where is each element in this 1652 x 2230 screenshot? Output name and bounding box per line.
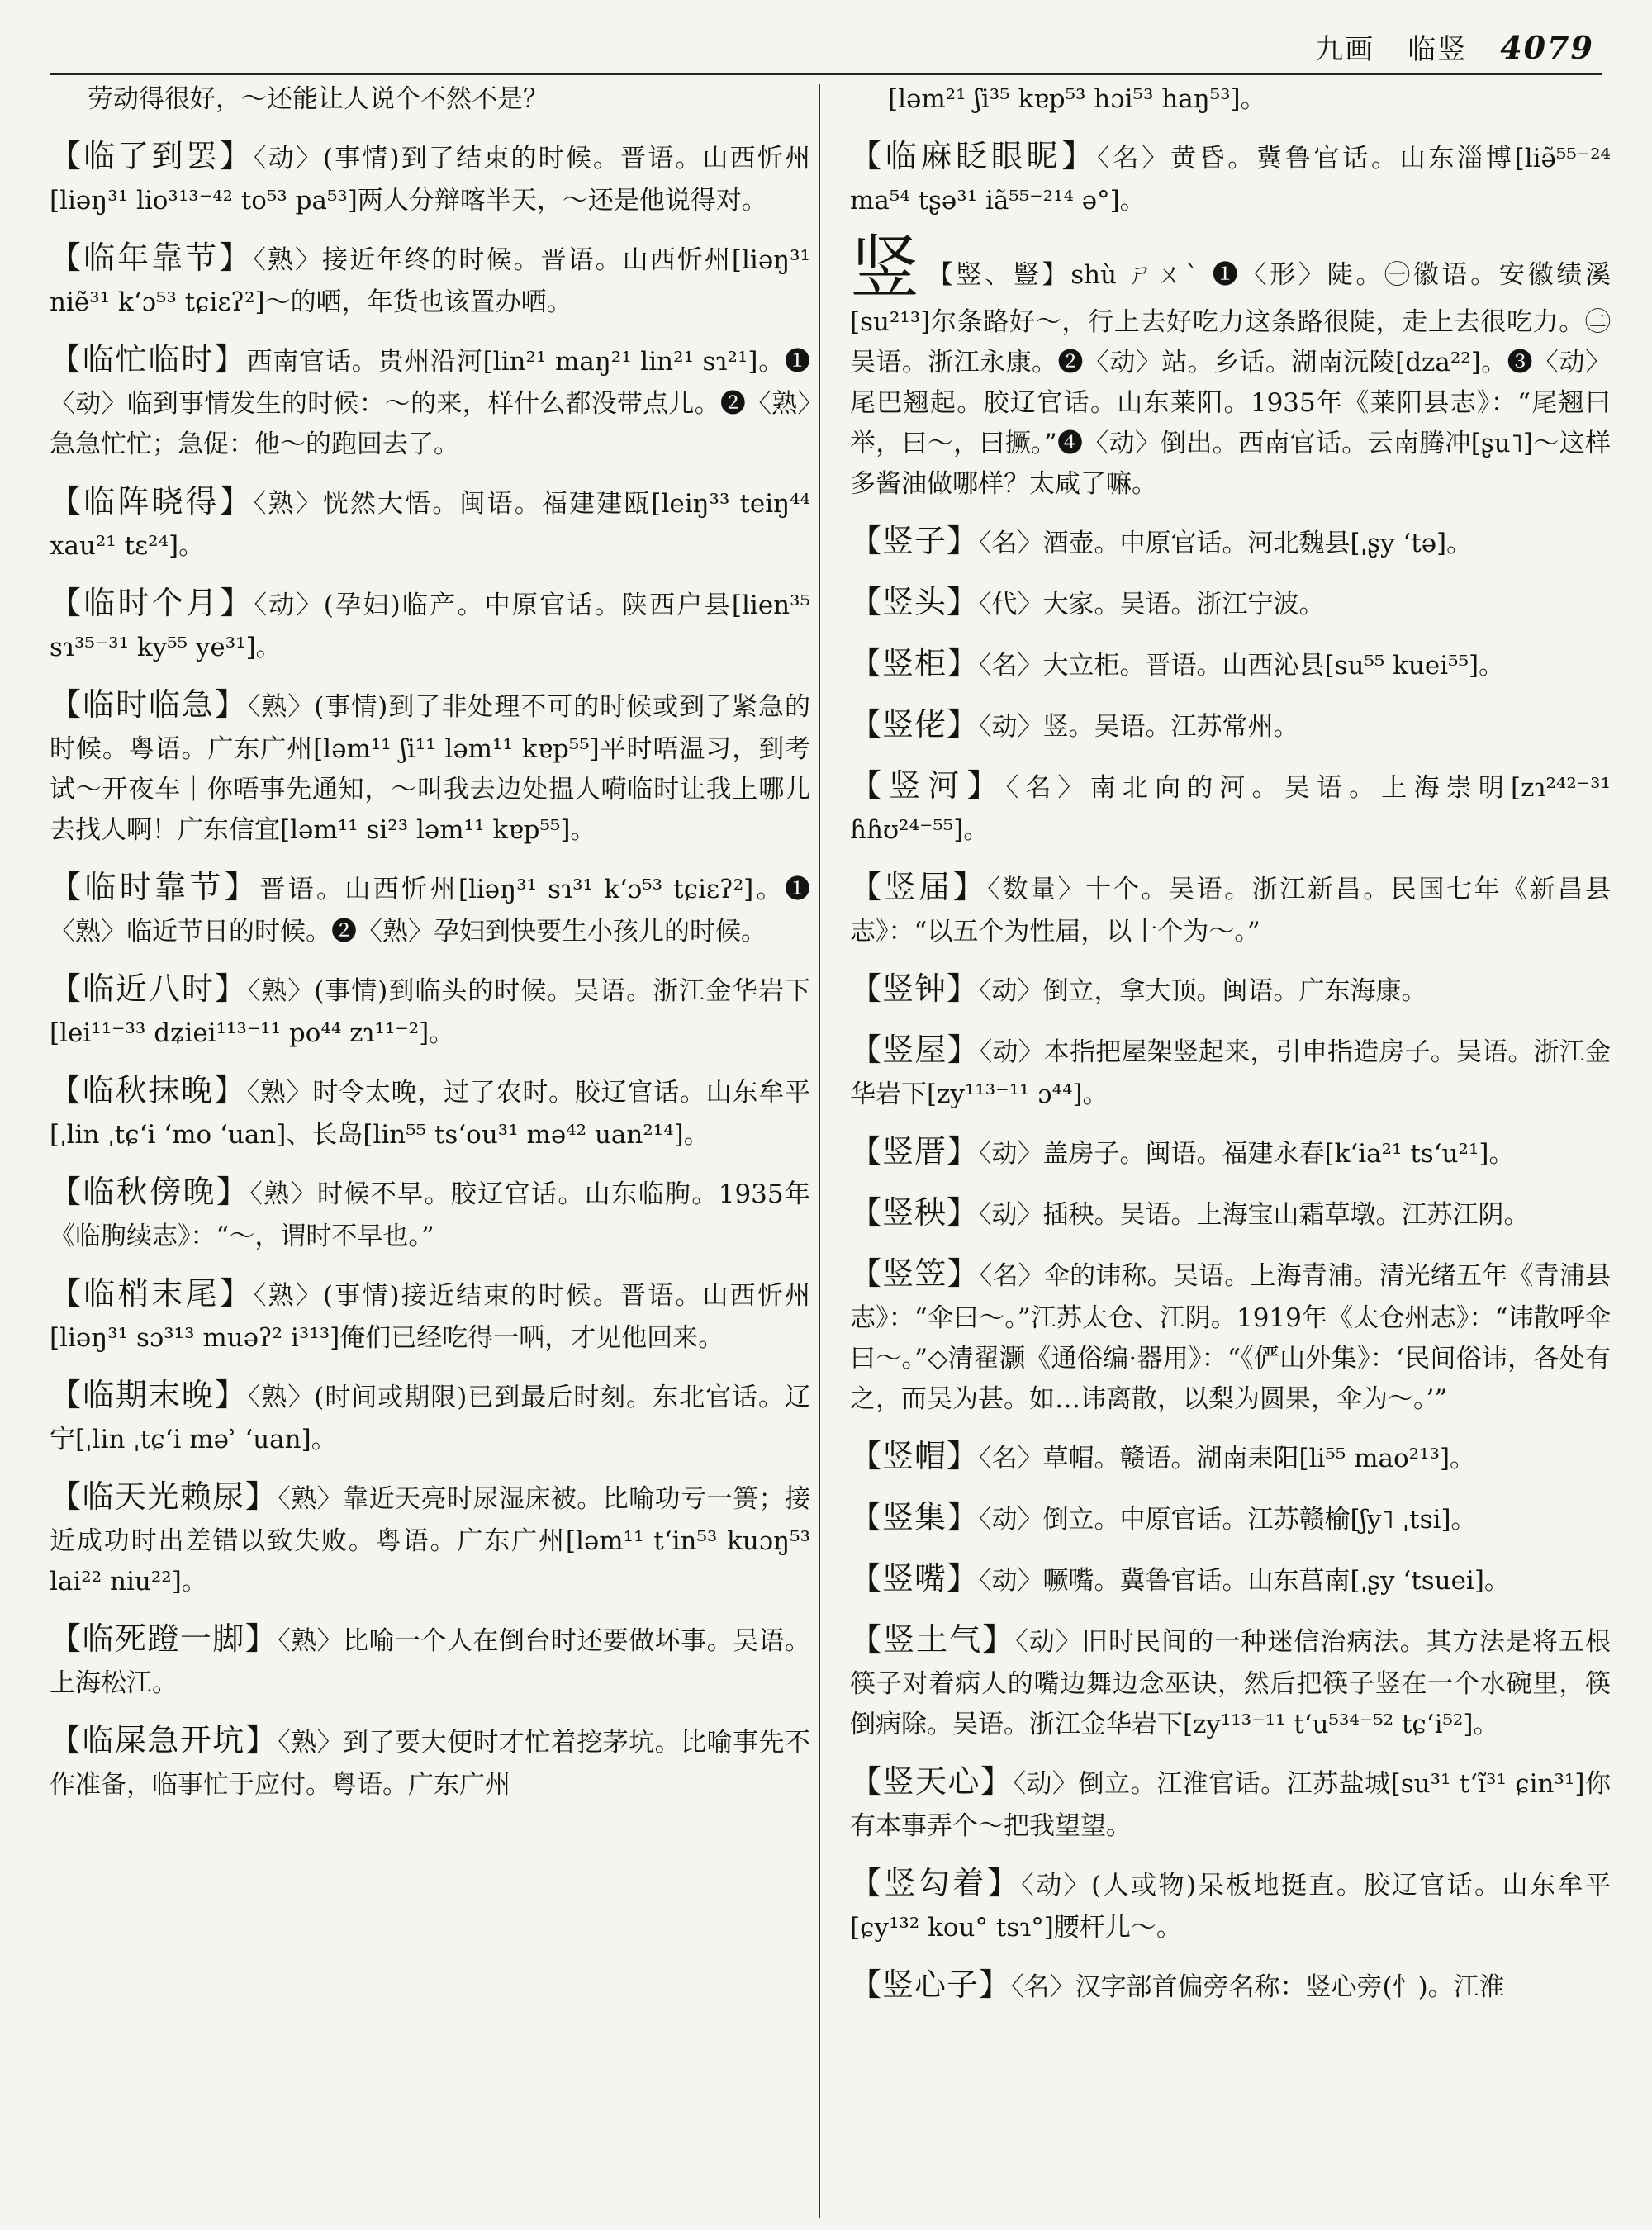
dictionary-entry: [50, 578, 810, 668]
continuation-text: 劳动得很好，～还能让人说个不然不是？: [88, 84, 548, 114]
dictionary-entry: [850, 700, 1611, 749]
entry-headword: 【临忙临时】: [50, 340, 247, 377]
dictionary-entry: [50, 862, 810, 952]
dictionary-entry: [50, 680, 810, 851]
entry-headword: 【临了到罢】: [50, 137, 254, 174]
entry-definition: 〈熟〉比喻一个人在倒台时还要做坏事。吴语。上海松江。: [50, 1625, 810, 1698]
entry-headword: 【临秋傍晚】: [50, 1173, 250, 1210]
page-header: [50, 23, 1602, 75]
left-column: [50, 79, 810, 2218]
right-column: [828, 79, 1611, 2218]
entry-definition: 〈动〉插秧。吴语。上海宝山霜草墩。江苏江阴。: [979, 1200, 1530, 1230]
entry-definition: 〈名〉酒壶。中原官话。河北魏县[ˌʂy ʻtə]。: [979, 528, 1473, 558]
entry-definition: 〈熟〉到了要大便时才忙着挖茅坑。比喻事先不作准备，临事忙于应付。粤语。广东广州: [50, 1727, 810, 1800]
dictionary-entry: [50, 964, 810, 1054]
dictionary-entry: [850, 1492, 1611, 1542]
dictionary-entry: [850, 1554, 1611, 1603]
dictionary-entry: [50, 1269, 810, 1359]
dictionary-entry: [850, 131, 1611, 221]
dictionary-entry: [50, 334, 810, 465]
entry-headword: 【竖头】: [849, 583, 979, 620]
dictionary-entry: [50, 1472, 810, 1602]
dictionary-entry: [850, 577, 1611, 627]
header-inner: [1315, 26, 1594, 67]
page-number: 4079: [1500, 29, 1594, 66]
entry-headword: 【竖嘴】: [849, 1560, 979, 1597]
dictionary-entry: [850, 1757, 1611, 1847]
entry-definition: 【竪、豎】shù ㄕㄨˋ ❶〈形〉陡。㊀徽语。安徽绩溪[su²¹³]尔条路好～，行上去好吃力这条路很陡，走上去很吃力。㊁吴语。浙江永康。❷〈动〉站。乡话。湖南沅陵[dza²²]。❸〈动〉尾巴翘起。胶辽官话。山东莱阳。1935年《莱阳县志》：“尾翘曰举，曰～，曰撅。”❹〈动〉倒出。西南官话。云南腾冲[ʂu˥]～这样多酱油做哪样？太咸了嘛。: [849, 259, 1611, 499]
entry-headword: 【竖届】: [849, 868, 988, 905]
entry-headword: 【竖河】: [849, 766, 1006, 804]
entry-definition: 晋语。山西忻州[liəŋ³¹ sɿ³¹ kʻɔ⁵³ tɕiɛʔ²]。❶〈熟〉临近节日的时候。❷〈熟〉孕妇到快要生小孩儿的时候。: [50, 874, 810, 947]
entry-headword: 【竖厝】: [849, 1132, 979, 1170]
section-label: 九画: [1315, 33, 1375, 66]
entry-headword: 【竖帽】: [849, 1437, 979, 1474]
entry-headword: 【竖土气】: [849, 1621, 1016, 1658]
dictionary-entry: [50, 131, 810, 221]
entry-definition: 〈名〉黄昏。冀鲁官话。山东淄博[liə̃⁵⁵⁻²⁴ ma⁵⁴ tʂə³¹ iã⁵⁵⁻²¹⁴ ə°]。: [849, 143, 1611, 216]
dictionary-entry: [50, 1370, 810, 1460]
dictionary-entry: [850, 1025, 1611, 1115]
dictionary-entry: [50, 1715, 810, 1805]
column-divider: [819, 84, 820, 2218]
entry-definition: 〈动〉竖。吴语。江苏常州。: [979, 711, 1299, 742]
entry-definition: 西南官话。贵州沿河[lin²¹ maŋ²¹ lin²¹ sɿ²¹]。❶〈动〉临到事情发生的时候：～的来，样什么都没带点儿。❷〈熟〉急急忙忙；急促：他～的跑回去了。: [50, 346, 810, 459]
entry-headword: 【临秋抹晚】: [50, 1071, 247, 1108]
dictionary-entry: [850, 1188, 1611, 1237]
entry-definition: 〈动〉倒立。江淮官话。江苏盐城[su³¹ tʻĩ³¹ ɕin³¹]你有本事弄个～把我望望。: [849, 1769, 1611, 1842]
entry-definition: 〈熟〉靠近天亮时尿湿床被。比喻功亏一篑；接近成功时出差错以致失败。粤语。广东广州[ləm¹¹ tʻin⁵³ kuɔŋ⁵³ lai²² niu²²]。: [50, 1483, 810, 1597]
entry-definition: 〈动〉本指把屋架竖起来，引申指造房子。吴语。浙江金华岩下[zy¹¹³⁻¹¹ ɔ⁴⁴]。: [849, 1037, 1611, 1109]
dictionary-columns: [50, 79, 1611, 2218]
dictionary-entry: [850, 761, 1611, 851]
entry-definition: 〈代〉大家。吴语。浙江宁波。: [979, 589, 1325, 619]
index-characters: 临竖: [1408, 33, 1468, 66]
entry-definition: 〈动〉旧时民间的一种迷信治病法。其方法是将五根筷子对着病人的嘴边舞边念巫诀，然后把筷子竖在一个水碗里，筷倒病除。吴语。浙江金华岩下[zy¹¹³⁻¹¹ tʻu⁵³⁴⁻⁵² tɕʻi⁵²]。: [849, 1627, 1611, 1740]
entry-headword: 【竖钟】: [849, 970, 979, 1007]
entry-headword: 【竖子】: [849, 522, 979, 559]
continuation-text: [ləm²¹ ʃi³⁵ kɐp⁵³ hɔi⁵³ haŋ⁵³]。: [887, 84, 1266, 114]
entry-headword: 【竖心子】: [849, 1967, 1011, 2004]
character-entry: [849, 226, 1611, 505]
dictionary-entry: [50, 233, 810, 323]
entry-headword: 【临时靠节】: [50, 868, 260, 905]
entry-definition: 〈动〉盖房子。闽语。福建永春[kʻia²¹ tsʻu²¹]。: [979, 1138, 1515, 1169]
entry-definition: 〈熟〉(事情)到了非处理不可的时候或到了紧急的时候。粤语。广东广州[ləm¹¹ ʃi¹¹ ləm¹¹ kɐp⁵⁵]平时唔温习，到考试～开夜车｜你唔事先通知，～叫我去边处揾人嗬临时让我上哪儿去找人啊！广东信宜[ləm¹¹ si²³ ləm¹¹ kɐp⁵⁵]。: [50, 691, 810, 845]
entry-definition: 〈熟〉(事情)接近结束的时候。晋语。山西忻州[liəŋ³¹ sɔ³¹³ muəʔ² i³¹³]俺们已经吃得一哂，才见他回来。: [50, 1280, 810, 1353]
entry-definition: 〈熟〉(事情)到临头的时候。吴语。浙江金华岩下[lei¹¹⁻³³ dʑiei¹¹³⁻¹¹ po⁴⁴ zɿ¹¹⁻²]。: [50, 975, 810, 1048]
entry-definition: 〈名〉汉字部首偏旁名称：竖心旁(忄)。江淮: [1011, 1972, 1505, 2003]
dictionary-entry: [50, 1167, 810, 1257]
entry-definition: 〈名〉大立柜。晋语。山西沁县[su⁵⁵ kuei⁵⁵]。: [979, 650, 1505, 681]
dictionary-entry: [850, 516, 1611, 566]
entry-definition: 〈动〉倒立。中原官话。江苏赣榆[ʃy˥ ˌtsi]。: [979, 1505, 1477, 1535]
entry-headword: 【竖天心】: [849, 1763, 1014, 1801]
dictionary-entry: [850, 1431, 1611, 1481]
dictionary-entry: [850, 1960, 1611, 2009]
entry-headword: 【临时个月】: [50, 584, 254, 621]
entry-headword: 【临近八时】: [50, 970, 248, 1007]
entry-headword: 【临麻眨眼昵】: [849, 137, 1098, 174]
dictionary-entry: [850, 1858, 1611, 1948]
entry-definition: 〈熟〉时候不早。胶辽官话。山东临朐。1935年《临朐续志》：“～，谓时不早也。”: [50, 1179, 810, 1251]
dictionary-entry: [850, 964, 1611, 1013]
entry-headword: 【临屎急开坑】: [50, 1721, 278, 1758]
entry-definition: 〈熟〉恍然大悟。闽语。福建建瓯[leiŋ³³ teiŋ⁴⁴ xau²¹ tɛ²⁴]。: [50, 488, 810, 561]
dictionary-entry: [850, 862, 1611, 952]
dictionary-entry: [850, 1249, 1611, 1420]
entry-headword: 【临天光赖尿】: [50, 1478, 278, 1515]
entry-headword: 【临梢末尾】: [50, 1274, 254, 1312]
entry-definition: 〈数量〉十个。吴语。浙江新昌。民国七年《新昌县志》：“以五个为性届，以十个为～。”: [849, 874, 1611, 947]
entry-definition: 〈名〉南北向的河。吴语。上海崇明[zɿ²⁴²⁻³¹ ɦɦʊ²⁴⁻⁵⁵]。: [849, 772, 1611, 845]
entry-definition: 〈动〉(人或物)呆板地挺直。胶辽官话。山东牟平[ɕy¹³² kou° tsɿ°]腰杆儿～。: [849, 1871, 1611, 1943]
left-entry-list: [50, 131, 810, 1805]
entry-headword: 【竖佬】: [849, 705, 979, 743]
dictionary-entry: [50, 477, 810, 567]
entry-headword: 【竖集】: [849, 1499, 979, 1535]
entry-headword: 【临阵晓得】: [50, 482, 254, 520]
entry-definition: 〈动〉(事情)到了结束的时候。晋语。山西忻州[liəŋ³¹ lio³¹³⁻⁴² to⁵³ pa⁵³]两人分辩喀半天，～还是他说得对。: [50, 143, 810, 216]
entry-headword: 【竖屋】: [849, 1031, 980, 1068]
entry-definition: 〈动〉噘嘴。冀鲁官话。山东莒南[ˌʂy ʻtsuei]。: [979, 1566, 1510, 1597]
right-entry-list: [850, 131, 1611, 2009]
entry-headword: 【临年靠节】: [50, 239, 254, 276]
entry-headword: 【竖秧】: [849, 1194, 979, 1231]
entry-headword: 【竖笠】: [849, 1255, 980, 1293]
entry-headword: 【临期末晚】: [50, 1376, 248, 1413]
entry-definition: 〈熟〉接近年终的时候。晋语。山西忻州[liəŋ³¹ niẽ³¹ kʻɔ⁵³ tɕiɛʔ²]～的哂，年货也该置办哂。: [50, 244, 810, 317]
entry-definition: 〈熟〉时令太晚，过了农时。胶辽官话。山东牟平[ˌlin ˌtɕʻi ʻmo ʻuan]、长岛[lin⁵⁵ tsʻou³¹ mə⁴² uan²¹⁴]。: [50, 1077, 810, 1150]
entry-headword: 【临时临急】: [50, 686, 248, 723]
entry-headword: 【竖柜】: [849, 644, 979, 681]
dictionary-entry: [50, 1614, 810, 1704]
dictionary-entry: [850, 638, 1611, 688]
dictionary-entry: [850, 1127, 1611, 1176]
entry-definition: 〈熟〉(时间或期限)已到最后时刻。东北官话。辽宁[ˌlin ˌtɕʻi məʾ ʻuan]。: [50, 1382, 810, 1454]
entry-definition: 〈动〉(孕妇)临产。中原官话。陕西户县[lien³⁵ sɿ³⁵⁻³¹ ky⁵⁵ ye³¹]。: [50, 590, 810, 662]
entry-definition: 〈名〉草帽。赣语。湖南耒阳[li⁵⁵ mao²¹³]。: [979, 1443, 1476, 1473]
entry-definition: 〈名〉伞的讳称。吴语。上海青浦。清光绪五年《青浦县志》：“伞曰～。”江苏太仓、江阴。1919年《太仓州志》：“讳散呼伞曰～。”◇清翟灏《通俗编·器用》：“《俨山外集》：‘民间俗讳，各处有之，而吴为甚。如…讳离散，以梨为圆果，伞为～。’”: [849, 1261, 1611, 1414]
dictionary-entry: [850, 1615, 1611, 1745]
entry-definition: 〈动〉倒立，拿大顶。闽语。广东海康。: [979, 975, 1427, 1006]
entry-headword: 竖: [849, 226, 923, 308]
entry-headword: 【竖勾着】: [849, 1865, 1022, 1902]
entry-headword: 【临死蹬一脚】: [50, 1620, 278, 1657]
dictionary-entry: [50, 1065, 810, 1155]
